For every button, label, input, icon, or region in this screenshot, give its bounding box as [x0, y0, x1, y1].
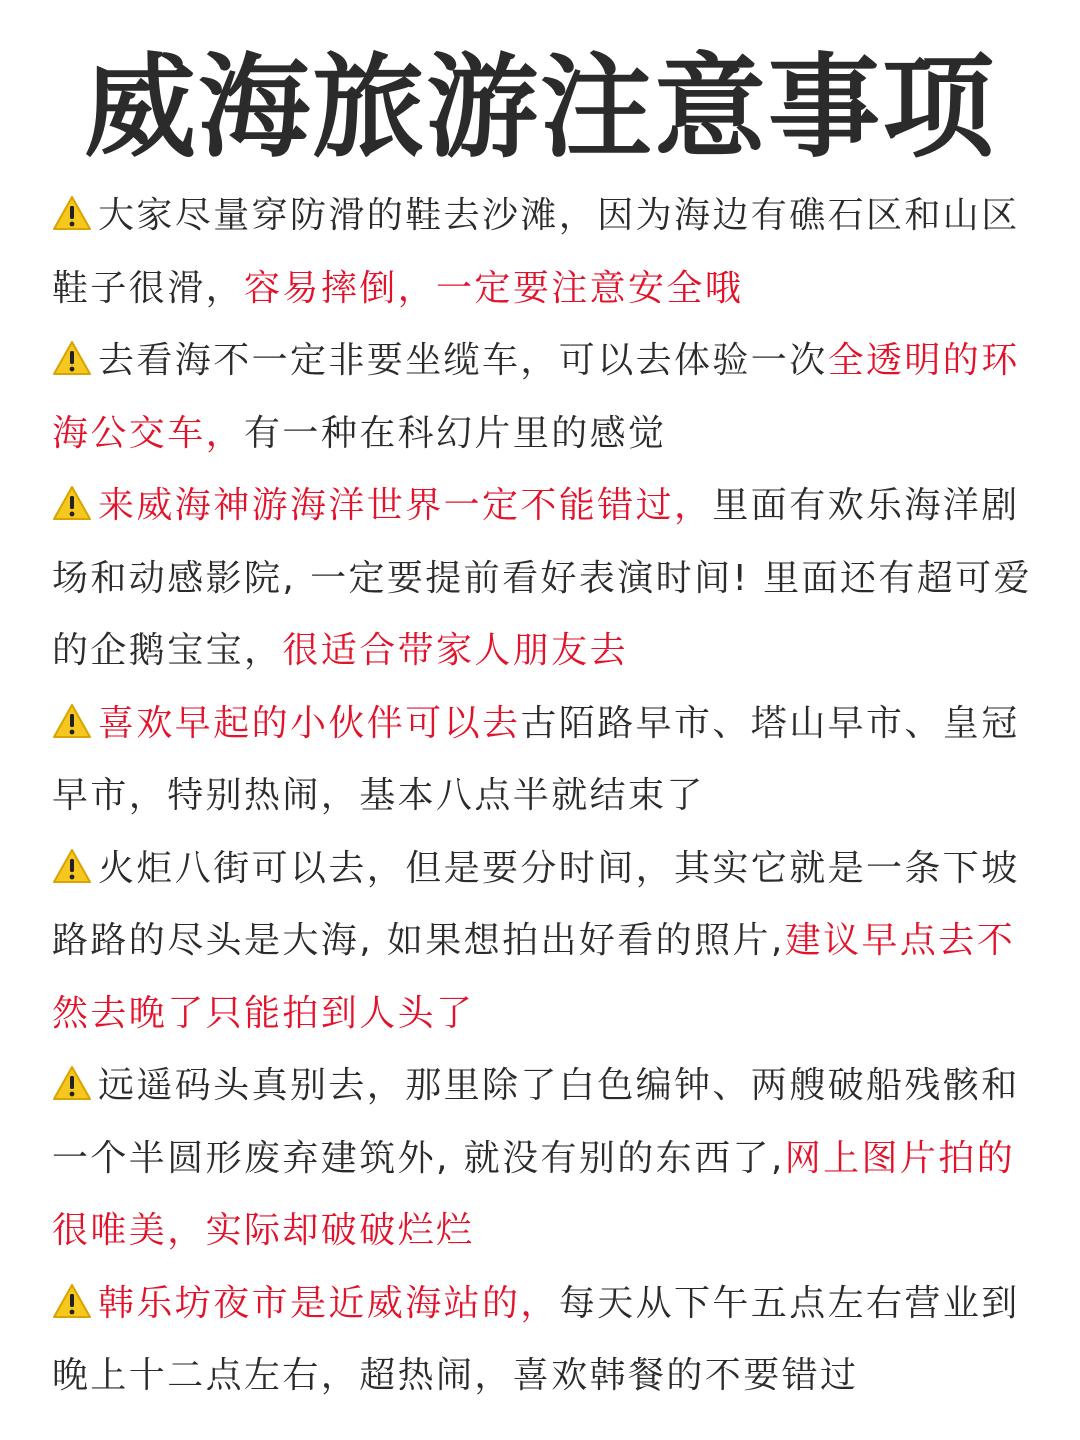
tip-text: 远遥码头真别去，那里除了白色编钟、两艘破船残骸和一个半圆形废弃建筑外, 就没有别的东西了, [52, 1065, 1020, 1179]
tip-highlight: 来威海神游海洋世界一定不能错过， [98, 485, 713, 526]
tip-text: 里面有欢乐海洋剧场和动感影院, 一定要提前看好表演时间! 里面还有超可爱的企鹅宝宝， [52, 485, 1032, 671]
tip-highlight: 很适合带家人朋友去 [282, 630, 629, 671]
warning-icon [52, 1065, 92, 1101]
tip-text: 去看海不一定非要坐缆车，可以去体验一次 [98, 340, 828, 381]
tip-text: 有一种在科幻片里的感觉 [244, 412, 667, 454]
tip-text: 古陌路早市、塔山早市、皇冠早市，特别热闹，基本八点半就结束了 [52, 702, 1020, 816]
warning-icon [52, 1283, 92, 1319]
tip-highlight: 网上图片拍的很唯美，实际却破破烂烂 [52, 1137, 1016, 1251]
tip-item [52, 1050, 1042, 1268]
tip-item [52, 1268, 1042, 1413]
tip-highlight: 韩乐坊夜市是近威海站的， [98, 1282, 559, 1324]
tip-item [52, 833, 1042, 1051]
tip-highlight: 喜欢早起的小伙伴可以去 [98, 702, 521, 744]
tip-highlight: 容易摔倒，一定要注意安全哦 [244, 267, 744, 309]
tip-highlight: 建议早点去不然去晚了只能拍到人头了 [52, 920, 1016, 1034]
tip-item [52, 688, 1042, 833]
tip-item [52, 180, 1042, 325]
tip-text: 火炬八街可以去，但是要分时间，其实它就是一条下坡路路的尽头是大海, 如果想拍出好看的照片, [52, 847, 1020, 961]
tip-item [52, 470, 1042, 688]
warning-icon [52, 485, 92, 521]
warning-icon [52, 848, 92, 884]
tip-highlight: 全透明的环海公交车， [52, 340, 1020, 454]
warning-icon [52, 340, 92, 376]
tip-text: 大家尽量穿防滑的鞋去沙滩，因为海边有礁石区和山区鞋子很滑， [52, 195, 1020, 309]
page-title: 威海旅游注意事项 [84, 43, 996, 173]
tip-text: 每天从下午五点左右营业到晚上十二点左右，超热闹，喜欢韩餐的不要错过 [52, 1282, 1020, 1396]
warning-icon [52, 195, 92, 231]
tip-item [52, 325, 1042, 470]
tips-list [52, 180, 1042, 1413]
warning-icon [52, 703, 92, 739]
